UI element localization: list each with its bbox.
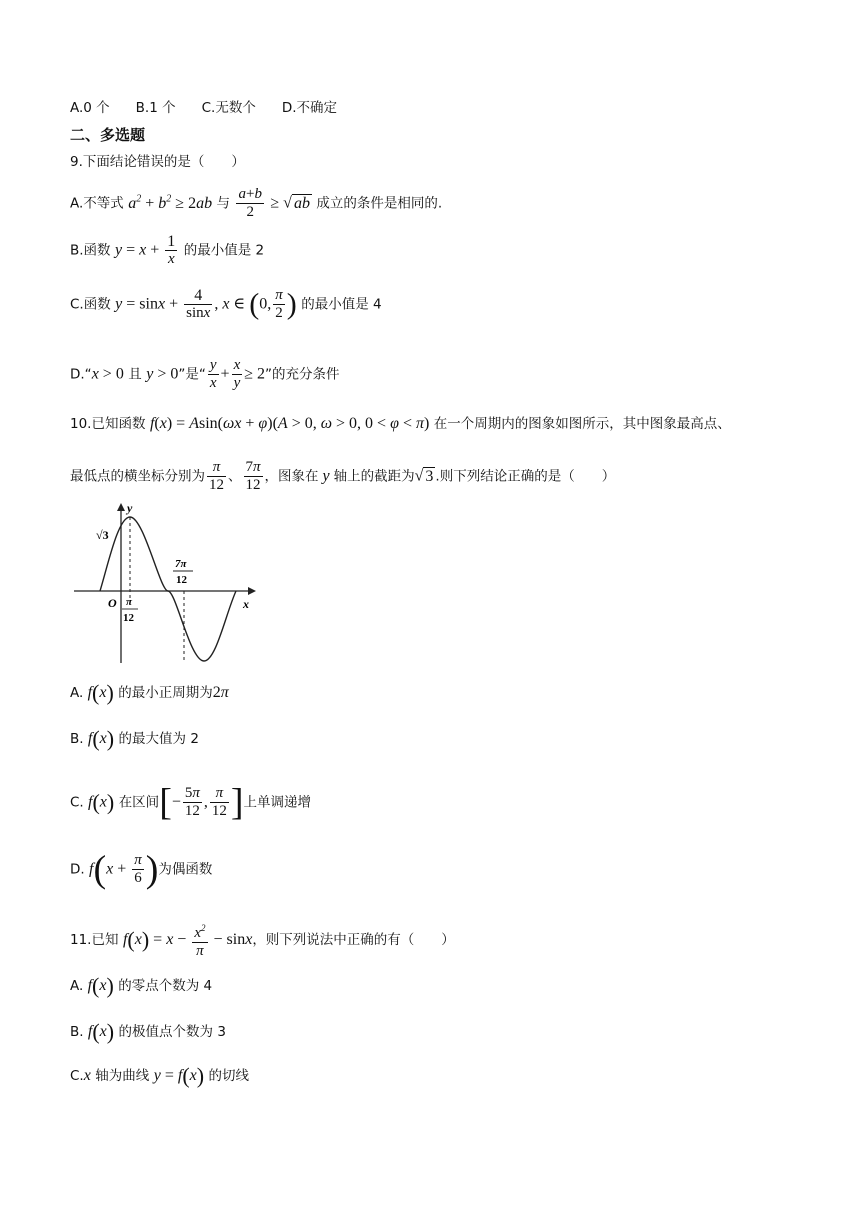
q10-option-a: A. f(x) 的最小正周期为2π (70, 680, 229, 705)
q9-option-c: C.函数 y = sinx + $\frac{4}{\sin x}$ , x ∈ (0, $\frac{\pi}{2}$ ) 的最小值是 4 (70, 287, 382, 321)
graph-x-label: x (243, 597, 249, 611)
q10-frac-7pi12: $\frac{7\pi}{12}$ (245, 459, 261, 493)
q9-option-d: D.“x > 0 且 y > 0”是“ $\frac{y}{x}$ + $\frac{x}{y}$ ≥ 2”的充分条件 (70, 357, 340, 391)
q10-stem-pre: 10.已知函数 (70, 416, 146, 432)
q9-c-post: 的最小值是 4 (301, 296, 382, 313)
q11-c-mid: 轴为曲线 (95, 1068, 150, 1084)
q9-c-fraction: $\frac{4}{\sin x}$ (186, 287, 211, 321)
q9-a-geq: ≥ √ ab (270, 194, 310, 212)
q11-option-b: B. f(x) 的极值点个数为 3 (70, 1019, 226, 1044)
q8-options (70, 98, 363, 118)
q9-d-y: y > 0 (146, 365, 179, 383)
q9-d-frac2: $\frac{x}{y}$ (233, 357, 241, 391)
q10-b-post: 的最大值为 2 (118, 731, 199, 747)
q9-d-x: x > 0 (91, 365, 124, 383)
q10-stem-line2: 最低点的横坐标分别为 $\frac{\pi}{12}$ 、 $\frac{7\pi}{12}$ ，图象在 y 轴上的截距为√ 3 .则下列结论正确的是（ ） (70, 459, 616, 493)
q9-a-mid: 与 (216, 195, 231, 212)
q8-option-a: A.0 个 (70, 100, 110, 116)
graph-origin-label: O (108, 596, 117, 610)
q9-b-post: 的最小值是 2 (183, 242, 265, 259)
q10-line2-mid2: 轴上的截距为 (333, 468, 415, 485)
graph-trough-den: 12 (176, 574, 187, 586)
q8-option-b: B.1 个 (135, 100, 176, 116)
q10-line2-mid: ，图象在 (264, 468, 319, 485)
graph-peak-den: 12 (123, 612, 134, 624)
graph-peak-num: π (126, 596, 133, 608)
q10-option-d: D. f(x + $\frac{\pi}{6}$ )为偶函数 (70, 848, 213, 891)
q11-option-a: A. f(x) 的零点个数为 4 (70, 973, 213, 998)
q9-b-fraction: $\frac{1}{x}$ (167, 233, 176, 267)
y-axis-arrow (117, 503, 125, 511)
q10-stem (70, 414, 731, 434)
section-title-text: 二、多选题 (70, 126, 146, 144)
q10-frac-pi12: $\frac{\pi}{12}$ (209, 459, 224, 493)
q8-option-d: D.不确定 (281, 100, 338, 116)
q9-c-formula: y = sinx + (115, 295, 183, 313)
graph-sqrt3-label: √3 (96, 528, 109, 542)
q9-c-pre: C.函数 (70, 296, 111, 313)
graph-y-label: y (127, 501, 133, 515)
x-axis-arrow (248, 587, 256, 595)
q10-d-post: 为偶函数 (158, 861, 213, 878)
q10-sqrt3: √ 3 (414, 467, 434, 485)
q10-option-b: B. f(x) 的最大值为 2 (70, 726, 199, 751)
q10-c-mid: 在区间 (118, 794, 160, 811)
q9-stem (70, 152, 245, 172)
q9-d-mid1: 且 (128, 366, 142, 383)
q8-option-c: C.无数个 (201, 100, 256, 116)
q9-d-pre: D.“ (70, 366, 92, 383)
q9-a-formula1: $a^2 + b^2 \ge 2ab$ (128, 193, 213, 212)
section-title (70, 125, 145, 146)
q9-b-pre: B.函数 (70, 242, 111, 259)
q9-b-formula: y = x + (115, 241, 164, 259)
q9-option-b (70, 233, 264, 268)
graph-trough-num: 7π (175, 558, 187, 570)
q10-c-post: 上单调递增 (243, 794, 312, 811)
q11-stem: 11.已知 f(x) = x − $\frac{x^2}{\pi}$ − sinx，则下列说法中正确的有（ ） (70, 920, 455, 960)
q9-a-pre: A.不等式 (70, 195, 124, 212)
q10-line2-pre: 最低点的横坐标分别为 (70, 468, 205, 485)
q10-stem-post: 在一个周期内的图象如图所示，其中图象最高点、 (433, 416, 731, 432)
q10-option-c: C. f(x) 在区间[− $\frac{5\pi}{12}$ , $\frac{\pi}{12}$ ]上单调递增 (70, 781, 312, 824)
q10-line2-post: .则下列结论正确的是（ ） (435, 468, 616, 485)
q11-stem-pre: 11.已知 (70, 932, 119, 948)
q11-a-post: 的零点个数为 4 (118, 978, 213, 994)
q9-stem-text: 9.下面结论错误的是（ ） (70, 154, 245, 170)
q9-a-fraction: $\frac{a+b}{2}$ (238, 186, 262, 220)
q11-stem-post: ，则下列说法中正确的有（ ） (252, 932, 455, 948)
q11-c-post: 的切线 (208, 1068, 250, 1084)
q9-option-a (70, 186, 442, 221)
q9-d-frac1: $\frac{y}{x}$ (209, 357, 217, 391)
q9-a-post: 成立的条件是相同的. (316, 195, 443, 212)
q10-function: f(x) = Asin(ωx + φ)(A > 0, ω > 0, 0 < φ < π) (149, 415, 430, 432)
q9-d-mid2: ”是“ (178, 366, 206, 383)
q11-b-post: 的极值点个数为 3 (118, 1024, 226, 1040)
q10-sine-graph (72, 495, 262, 667)
q10-y-axis: y (318, 467, 334, 485)
q9-d-post: ”的充分条件 (265, 366, 340, 383)
q10-a-post: 的最小正周期为 (118, 685, 213, 701)
q11-option-c: C.x 轴为曲线 y = f(x) 的切线 (70, 1063, 250, 1088)
